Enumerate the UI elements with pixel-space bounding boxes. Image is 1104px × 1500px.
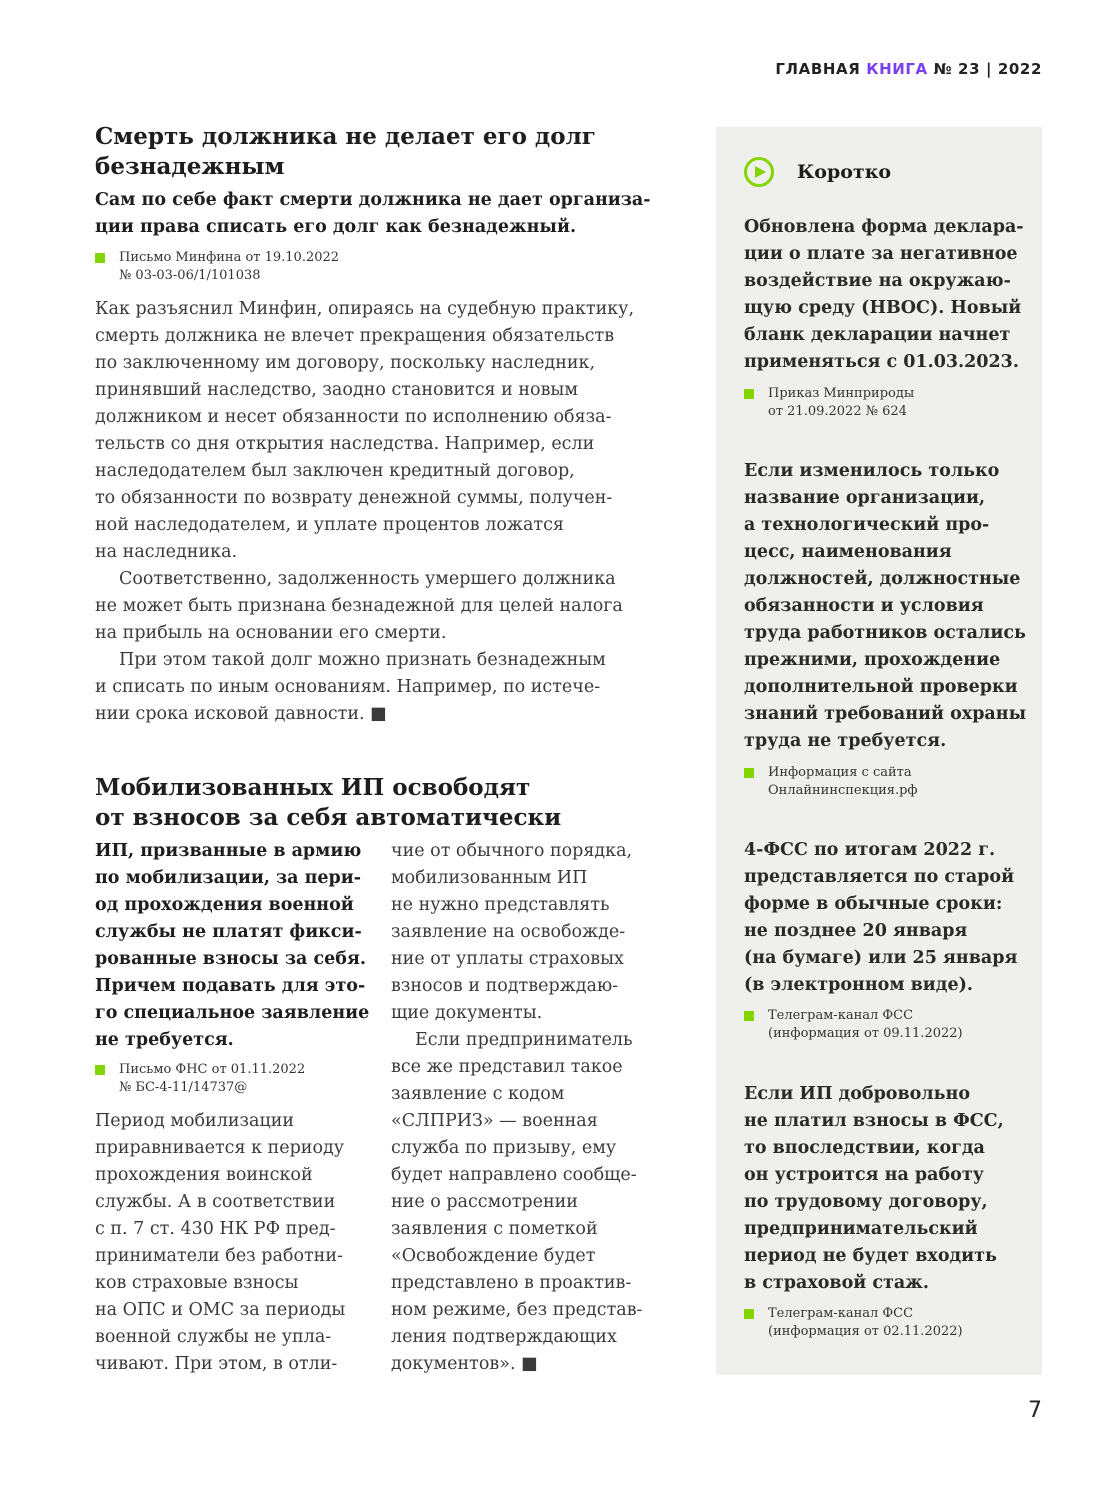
sidebar-lead-line: труда не требуется. [744, 731, 947, 751]
body-line: приниматели без работни- [95, 1246, 343, 1266]
article1-source-line: № 03-03-06/1/101038 [119, 268, 261, 283]
source-marker-icon [95, 253, 105, 263]
article2-col2-body [391, 838, 691, 1378]
body-line: все же представил такое [391, 1057, 623, 1077]
sidebar-lead-line: цесс, наименования [744, 542, 952, 562]
sidebar-item-lead [744, 214, 1034, 376]
article1-lead [95, 187, 695, 241]
body-line: ном режиме, без представ- [391, 1300, 643, 1320]
article2-lead-line: го специальное заявление [95, 1003, 370, 1023]
body-line: ления подтверждающих [391, 1327, 617, 1347]
article2-title-line: Мобилизованных ИП освободят [95, 774, 531, 801]
sidebar-lead-line: щую среду (НВОС). Новый [744, 298, 1022, 318]
body-line: службы. А в соответствии [95, 1192, 336, 1212]
sidebar-item-source [744, 764, 1048, 800]
sidebar-source-line: Информация с сайта [768, 765, 912, 780]
sidebar-lead-line: то впоследствии, когда [744, 1138, 985, 1158]
body-line: Период мобилизации [95, 1111, 295, 1131]
brand-main: ГЛАВНАЯ [775, 60, 861, 78]
body-line: При этом такой долг можно признать безнадежным [119, 650, 606, 670]
sidebar-source-line: (информация от 09.11.2022) [768, 1026, 963, 1041]
body-line: прохождения воинской [95, 1165, 313, 1185]
body-line: заявление на освобожде- [391, 922, 626, 942]
article1-title-line: безнадежным [95, 153, 285, 180]
sidebar-source-line: (информация от 02.11.2022) [768, 1324, 963, 1339]
body-line: заявление с кодом [391, 1084, 565, 1104]
sidebar-lead-line: представляется по старой [744, 867, 1015, 887]
body-line: нии срока исковой давности. ■ [95, 704, 387, 724]
sidebar-lead-line: название организации, [744, 488, 986, 508]
brand-accent: КНИГА [866, 60, 928, 78]
source-marker-icon [744, 389, 754, 399]
body-line: смерть должника не влечет прекращения обязательств [95, 326, 615, 346]
article1-lead-line: Сам по себе факт смерти должника не дает организа- [95, 190, 651, 210]
body-line: Соответственно, задолженность умершего должника [119, 569, 616, 589]
sidebar-lead-line: Если изменилось только [744, 461, 1000, 481]
sidebar-lead-line: дополнительной проверки [744, 677, 1018, 697]
article1-source-line: Письмо Минфина от 19.10.2022 [119, 250, 340, 265]
article2-lead-line: од прохождения военной [95, 895, 354, 915]
sidebar-lead-line: 4-ФСС по итогам 2022 г. [744, 840, 996, 860]
sidebar-lead-line: форме в обычные сроки: [744, 894, 1003, 914]
sidebar-lead-line: бланк декларации начнет [744, 325, 1011, 345]
sidebar-lead-line: (в электронном виде). [744, 975, 973, 995]
sidebar-lead-line: период не будет входить [744, 1246, 997, 1266]
body-line: ков страховые взносы [95, 1273, 299, 1293]
body-line: щие документы. [391, 1003, 543, 1023]
body-line: на ОПС и ОМС за периоды [95, 1300, 346, 1320]
body-line: не может быть признана безнадежной для целей налога [95, 596, 623, 616]
sidebar-lead-line: знаний требований охраны [744, 704, 1027, 724]
sidebar-lead-line: а технологический про- [744, 515, 990, 535]
article1-title-line: Смерть должника не делает его долг [95, 123, 596, 150]
body-line: ние о рассмотрении [391, 1192, 578, 1212]
article2-lead-line: Причем подавать для это- [95, 976, 366, 996]
sidebar-lead-line: (на бумаге) или 25 января [744, 948, 1018, 968]
body-line: «Освобождение будет [391, 1246, 596, 1266]
sidebar-item-lead [744, 837, 1034, 999]
body-line: на прибыль на основании его смерти. [95, 623, 447, 643]
article2-source-line: № БС-4-11/14737@ [119, 1080, 248, 1095]
play-icon [744, 157, 774, 187]
body-line: представлено в проактив- [391, 1273, 632, 1293]
body-line: взносов и подтверждаю- [391, 976, 619, 996]
body-line: на наследника. [95, 542, 238, 562]
sidebar-source-line: Онлайнинспекция.рф [768, 783, 918, 798]
sidebar-lead-line: обязанности и условия [744, 596, 984, 616]
article2-lead-line: не требуется. [95, 1030, 234, 1050]
sidebar-item-source [744, 385, 1048, 421]
body-line: с п. 7 ст. 430 НК РФ пред- [95, 1219, 336, 1239]
sidebar-lead-line: применяться с 01.03.2023. [744, 352, 1019, 372]
body-line: ние от уплаты страховых [391, 949, 624, 969]
source-marker-icon [744, 1011, 754, 1021]
sidebar-item-lead [744, 458, 1034, 755]
body-line: военной службы не упла- [95, 1327, 332, 1347]
sidebar-lead-line: не платил взносы в ФСС, [744, 1111, 1004, 1131]
body-line: должником и несет обязанности по исполнению обяза- [95, 407, 612, 427]
article2-lead-line: рованные взносы за себя. [95, 949, 366, 969]
sidebar-lead-line: в страховой стаж. [744, 1273, 929, 1293]
sidebar-lead-line: по трудовому договору, [744, 1192, 988, 1212]
sidebar-source-line: Приказ Минприроды [768, 386, 915, 401]
sidebar-lead-line: труда работников остались [744, 623, 1026, 643]
sidebar-source-line: Телеграм-канал ФСС [768, 1008, 914, 1023]
body-line: наследодателем был заключен кредитный договор, [95, 461, 575, 481]
body-line: не нужно представлять [391, 895, 610, 915]
body-line: Если предприниматель [415, 1030, 633, 1050]
sidebar-item-source [744, 1305, 1048, 1341]
article2-lead-line: по мобилизации, за пери- [95, 868, 362, 888]
sidebar-lead-line: предпринимательский [744, 1219, 978, 1239]
source-marker-icon [95, 1065, 105, 1075]
body-line: принявший наследство, заодно становится и новым [95, 380, 578, 400]
body-line: чивают. При этом, в отли- [95, 1354, 338, 1374]
article2-source [95, 1061, 409, 1097]
article2-lead-line: ИП, призванные в армию [95, 841, 362, 861]
sidebar-source-line: от 21.09.2022 № 624 [768, 404, 907, 419]
article2-title [95, 773, 695, 833]
body-line: то обязанности по возврату денежной суммы, получен- [95, 488, 613, 508]
article2-title-line: от взносов за себя автоматически [95, 804, 562, 831]
sidebar-lead-line: не позднее 20 января [744, 921, 968, 941]
article1-title [95, 122, 695, 182]
article1-lead-line: ции права списать его долг как безнадежный. [95, 217, 577, 237]
body-line: и списать по иным основаниям. Например, по истече- [95, 677, 601, 697]
source-marker-icon [744, 1309, 754, 1319]
running-header [775, 60, 1042, 78]
body-line: приравнивается к периоду [95, 1138, 345, 1158]
body-line: мобилизованным ИП [391, 868, 588, 888]
body-line: заявления с пометкой [391, 1219, 598, 1239]
article2-source-line: Письмо ФНС от 01.11.2022 [119, 1062, 306, 1077]
sidebar-lead-line: должностей, должностные [744, 569, 1021, 589]
sidebar-title: Коротко [797, 161, 892, 183]
article1-body [95, 296, 695, 728]
sidebar-lead-line: ции о плате за негативное [744, 244, 1018, 264]
sidebar-lead-line: Если ИП добровольно [744, 1084, 971, 1104]
sidebar-item-lead [744, 1081, 1034, 1297]
body-line: служба по призыву, ему [391, 1138, 617, 1158]
body-line: документов». ■ [391, 1354, 538, 1374]
sidebar-item-source [744, 1007, 1048, 1043]
body-line: будет направлено сообще- [391, 1165, 637, 1185]
sidebar-lead-line: он устроится на работу [744, 1165, 984, 1185]
sidebar-source-line: Телеграм-канал ФСС [768, 1306, 914, 1321]
body-line: по заключенному им договору, поскольку наследник, [95, 353, 596, 373]
source-marker-icon [744, 768, 754, 778]
article2-lead [95, 838, 385, 1054]
body-line: чие от обычного порядка, [391, 841, 633, 861]
article1-source [95, 249, 519, 285]
body-line: ной наследодателем, и уплате процентов ложатся [95, 515, 564, 535]
article2-col1-body [95, 1108, 385, 1378]
body-line: «СЛПРИЗ» — военная [391, 1111, 598, 1131]
article2-lead-line: службы не платят фикси- [95, 922, 362, 942]
sidebar-lead-line: прежними, прохождение [744, 650, 1001, 670]
page-number: 7 [1028, 1398, 1042, 1423]
issue-number: № 23 | 2022 [933, 60, 1042, 78]
body-line: тельств со дня открытия наследства. Например, если [95, 434, 595, 454]
sidebar-lead-line: Обновлена форма деклара- [744, 217, 1024, 237]
body-line: Как разъяснил Минфин, опираясь на судебную практику, [95, 299, 635, 319]
sidebar-lead-line: воздействие на окружаю- [744, 271, 1011, 291]
